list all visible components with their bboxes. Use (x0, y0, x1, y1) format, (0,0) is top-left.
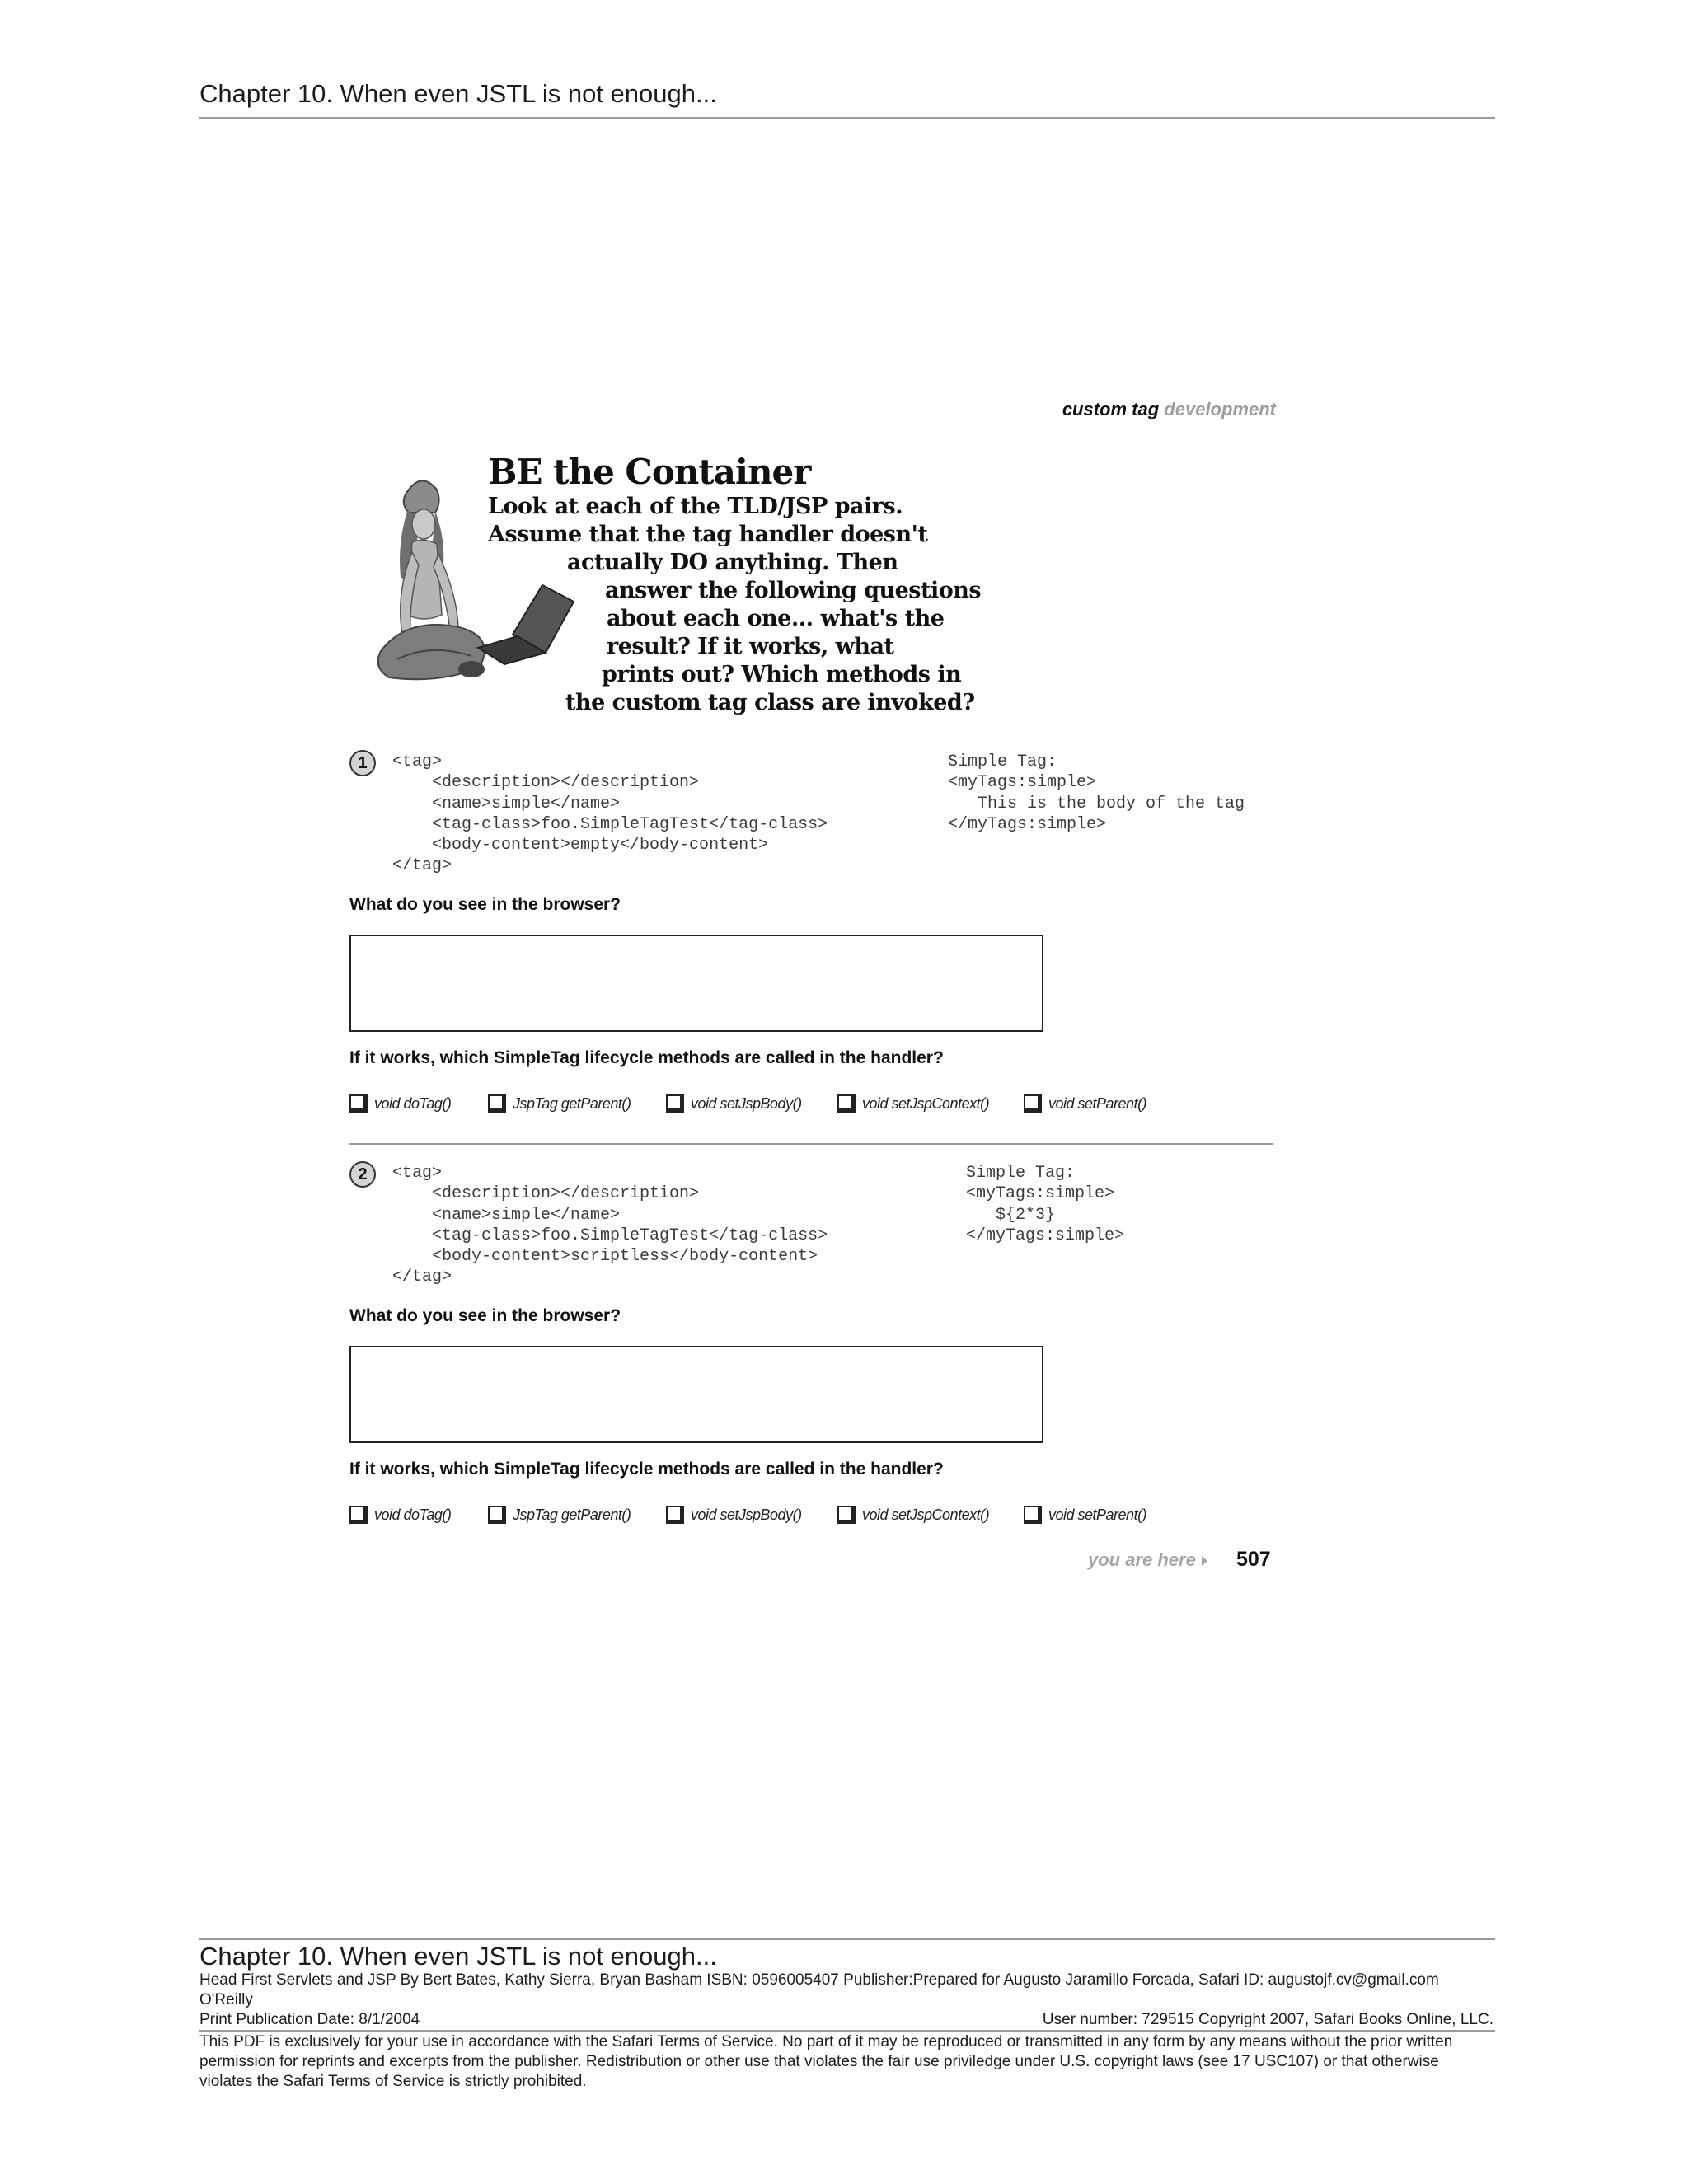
checkbox-icon[interactable] (837, 1506, 856, 1524)
exercise-2-option-dotag[interactable]: void doTag() (349, 1506, 451, 1524)
footer-chapter-title: Chapter 10. When even JSTL is not enough... (199, 1942, 717, 1971)
exercise-2-option-setjspcontext[interactable]: void setJspContext() (837, 1506, 989, 1524)
footer-bottom-divider (199, 2030, 1495, 2032)
checkbox-icon[interactable] (1024, 1506, 1042, 1524)
exercise-1-option-dotag[interactable]: void doTag() (349, 1094, 451, 1113)
intro-line-5: about each one... what's the (607, 606, 945, 631)
exercise-1-jsp-code: Simple Tag: <myTags:simple> This is the body of the tag </myTags:simple> (948, 752, 1245, 834)
checkbox-icon[interactable] (666, 1506, 684, 1524)
checkbox-icon[interactable] (1024, 1094, 1042, 1113)
footer-legal-notice: This PDF is exclusively for your use in accordance with the Safari Terms of Service. No part of it may be reproduced or transmitted in any form by any means without the prior written permission for reprints and excerpts from the publisher. Redistribution or other use that violates the fair use priviledge under U.S. copyright laws (see 17 USC107) or that otherwise violates the Safari Terms of Service is strictly prohibited. (199, 2033, 1453, 2090)
exercise-2-answer-box[interactable] (349, 1346, 1043, 1443)
intro-line-1: Look at each of the TLD/JSP pairs. (488, 494, 903, 519)
checkbox-icon[interactable] (488, 1094, 506, 1113)
intro-line-3: actually DO anything. Then (567, 550, 898, 575)
exercise-1-option-getparent[interactable]: JspTag getParent() (488, 1094, 631, 1113)
footer-publisher: O'Reilly (199, 1991, 253, 2008)
checkbox-icon[interactable] (349, 1094, 368, 1113)
you-are-here-label: you are here (1088, 1549, 1196, 1570)
intro-line-2: Assume that the tag handler doesn't (488, 522, 928, 547)
exercise-1-option-setjspcontext[interactable]: void setJspContext() (837, 1094, 989, 1113)
exercise-2-browser-question: What do you see in the browser? (349, 1306, 621, 1325)
checkbox-icon[interactable] (349, 1506, 368, 1524)
exercise-1-option-setparent[interactable]: void setParent() (1024, 1094, 1146, 1113)
exercise-2-methods-question: If it works, which SimpleTag lifecycle methods are called in the handler? (349, 1460, 944, 1479)
page-number: 507 (1236, 1548, 1271, 1571)
intro-line-8: the custom tag class are invoked? (565, 690, 975, 715)
footer-user-number: User number: 729515 Copyright 2007, Safari Books Online, LLC. (1042, 2011, 1493, 2028)
exercise-1-number-badge: 1 (349, 750, 376, 776)
footer-top-divider (199, 1938, 1495, 1940)
exercise-1-option-setjspbody[interactable]: void setJspBody() (666, 1094, 802, 1113)
exercise-2-jsp-code: Simple Tag: <myTags:simple> ${2*3} </myTags:simple> (966, 1164, 1125, 1245)
checkbox-icon[interactable] (666, 1094, 684, 1113)
exercise-2-option-getparent[interactable]: JspTag getParent() (488, 1506, 631, 1524)
section-tag (1062, 399, 1276, 420)
checkbox-icon[interactable] (837, 1094, 856, 1113)
exercise-2-option-setjspbody[interactable]: void setJspBody() (666, 1506, 802, 1524)
intro-line-7: prints out? Which methods in (602, 662, 962, 687)
section-tag-topic: development (1164, 399, 1276, 419)
intro-line-4: answer the following questions (605, 578, 982, 603)
exercise-1-methods-question: If it works, which SimpleTag lifecycle methods are called in the handler? (349, 1048, 944, 1067)
exercise-1-tld-code: <tag> <description></description> <name>simple</name> <tag-class>foo.SimpleTagTest</tag-class> <body-content>empty</body-content> </tag> (392, 752, 828, 876)
intro-title: BE the Container (488, 452, 811, 492)
checkbox-icon[interactable] (488, 1506, 506, 1524)
exercise-1-browser-question: What do you see in the browser? (349, 895, 621, 914)
exercise-2-tld-code: <tag> <description></description> <name>simple</name> <tag-class>foo.SimpleTagTest</tag-class> <body-content>scriptless</body-content> </tag> (392, 1164, 828, 1287)
header-divider (199, 117, 1495, 119)
right-arrow-icon (1202, 1556, 1207, 1566)
footer-print-date: Print Publication Date: 8/1/2004 (199, 2011, 420, 2028)
exercise-2-option-setparent[interactable]: void setParent() (1024, 1506, 1146, 1524)
footer-book-info: Head First Servlets and JSP By Bert Bates, Kathy Sierra, Bryan Basham ISBN: 0596005407 Publisher:Prepared for Augusto Jaramillo Forcada, Safari ID: augustojf.cv@gmail.com (199, 1971, 1439, 1989)
chapter-header-title: Chapter 10. When even JSTL is not enough... (199, 79, 717, 108)
exercise-2-number-badge: 2 (349, 1161, 376, 1188)
exercise-1-answer-box[interactable] (349, 935, 1043, 1032)
intro-line-6: result? If it works, what (607, 634, 894, 659)
exercise-divider (349, 1143, 1273, 1145)
section-tag-keyword: custom tag (1062, 399, 1160, 419)
